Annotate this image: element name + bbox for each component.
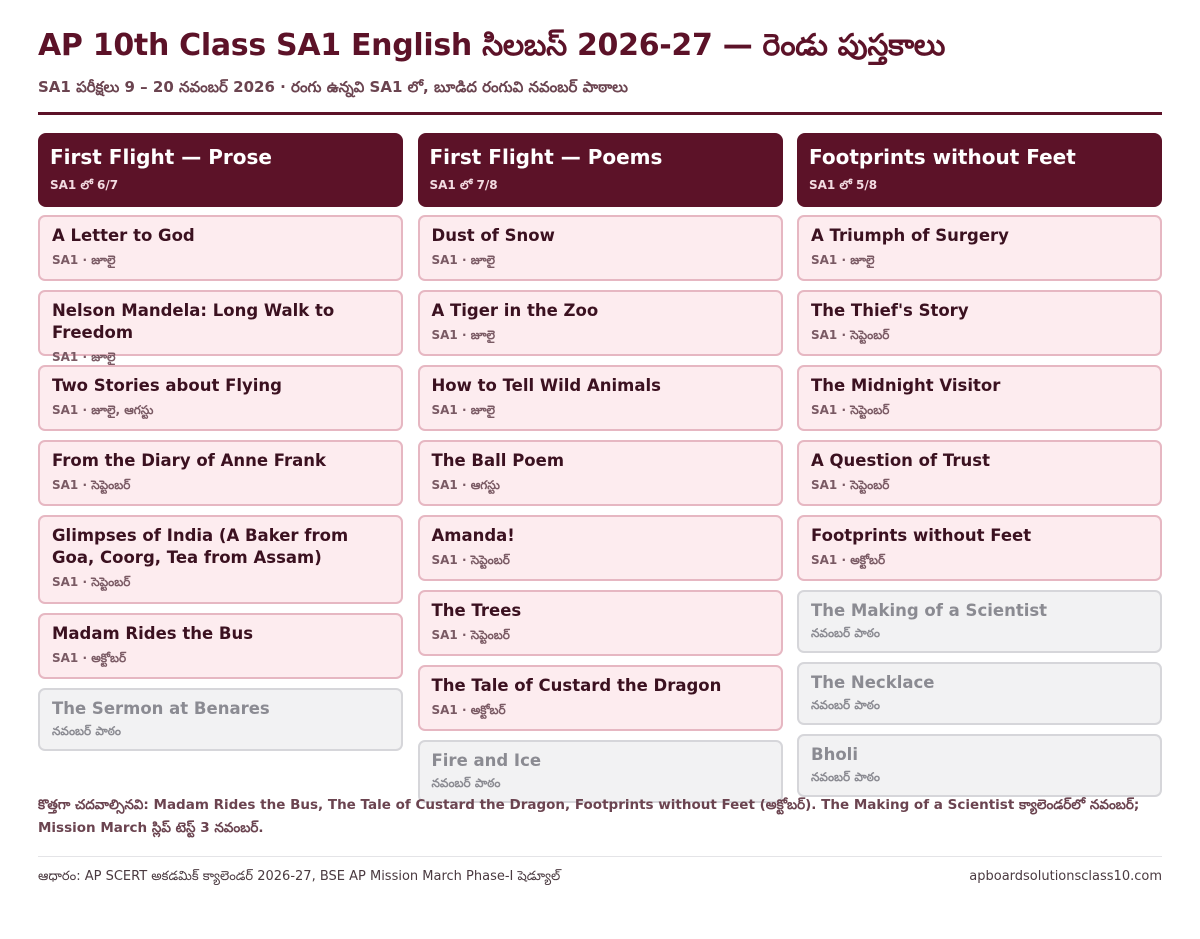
lesson-list <box>418 215 783 803</box>
lesson-month: SA1 · అక్టోబర్ <box>431 703 506 717</box>
lesson-month: నవంబర్ పాఠం <box>811 698 880 712</box>
footer <box>38 868 1162 886</box>
lesson-card-sa1 <box>418 440 783 506</box>
lesson-month: నవంబర్ పాఠం <box>431 776 501 790</box>
column-footprints <box>797 133 1162 812</box>
lesson-month: SA1 · జూలై, ఆగస్టు <box>52 403 154 417</box>
lesson-month: SA1 · అక్టోబర్ <box>52 651 127 665</box>
lesson-title: How to Tell Wild Animals <box>431 376 661 395</box>
lesson-month: SA1 · సెప్టెంబర్ <box>811 478 890 492</box>
lesson-month: SA1 · జూలై <box>431 328 495 342</box>
lesson-card-sa1 <box>38 515 403 604</box>
lesson-title: The Thief's Story <box>811 301 969 320</box>
lesson-title: From the Diary of Anne Frank <box>52 451 326 470</box>
column-title: First Flight — Prose <box>50 145 272 169</box>
lesson-card-sa1 <box>797 365 1162 431</box>
lesson-title: Madam Rides the Bus <box>52 624 254 643</box>
lesson-month: SA1 · సెప్టెంబర్ <box>52 478 131 492</box>
column-header <box>418 133 783 207</box>
lesson-title: Two Stories about Flying <box>52 376 282 395</box>
column-prose <box>38 133 403 812</box>
lesson-card-sa1 <box>418 665 783 731</box>
column-header <box>38 133 403 207</box>
column-title: First Flight — Poems <box>429 145 663 169</box>
lesson-list <box>797 215 1162 797</box>
lesson-card-sa1 <box>797 215 1162 281</box>
lesson-month: SA1 · జూలై <box>811 253 875 267</box>
column-header <box>797 133 1162 207</box>
lesson-title: The Necklace <box>811 673 935 692</box>
lesson-title: The Trees <box>431 601 522 620</box>
lesson-month: నవంబర్ పాఠం <box>811 626 880 640</box>
lesson-card-sa1 <box>38 365 403 431</box>
lesson-card-sa1 <box>418 215 783 281</box>
lesson-month: SA1 · సెప్టెంబర్ <box>811 403 890 417</box>
header-divider <box>38 112 1162 115</box>
lesson-title: Glimpses of India (A Baker from Goa, Coorg, Tea from Assam) <box>52 526 349 567</box>
column-title: Footprints without Feet <box>809 145 1076 169</box>
lesson-month: SA1 · జూలై <box>52 350 116 364</box>
lesson-card-sa1 <box>38 613 403 679</box>
column-count: SA1 లో 6/7 <box>50 178 119 192</box>
lesson-card-sa1 <box>38 290 403 364</box>
lesson-title: The Ball Poem <box>431 451 565 470</box>
column-count: SA1 లో 7/8 <box>429 178 498 192</box>
site-link[interactable]: apboardsolutionsclass10.com <box>969 869 1162 884</box>
lesson-title: The Tale of Custard the Dragon <box>431 676 722 695</box>
lesson-month: SA1 · జూలై <box>52 253 116 267</box>
lesson-card-sa1 <box>797 515 1162 581</box>
lesson-title: The Sermon at Benares <box>52 699 270 718</box>
lesson-month: SA1 · సెప్టెంబర్ <box>52 575 131 589</box>
lesson-month: నవంబర్ పాఠం <box>811 770 880 784</box>
reading-note: కొత్తగా చదవాల్సినవి: Madam Rides the Bus, The Tale of Custard the Dragon, Footprints without Feet (అక్టోబర్). The Making of a Scientist క్యాలెండర్‌లో నవంబర్; Mission March స్లిప్ టెస్ట్ 3 నవంబర్. <box>38 797 1140 836</box>
page <box>38 0 1162 884</box>
lesson-card-sa1 <box>797 440 1162 506</box>
lesson-card-sa1 <box>418 290 783 356</box>
lesson-month: SA1 · జూలై <box>431 403 495 417</box>
lesson-card-sa1 <box>797 290 1162 356</box>
source-text: ఆధారం: AP SCERT అకడమిక్ క్యాలెండర్ 2026-27, BSE AP Mission March Phase-I షెడ్యూల్ <box>38 869 561 884</box>
lesson-month: SA1 · సెప్టెంబర్ <box>431 553 510 567</box>
lesson-month: SA1 · ఆగస్టు <box>431 478 500 492</box>
lesson-title: The Making of a Scientist <box>811 601 1048 620</box>
lesson-title: Nelson Mandela: Long Walk to Freedom <box>52 301 335 342</box>
book-columns <box>38 133 1162 812</box>
lesson-month: నవంబర్ పాఠం <box>52 724 121 738</box>
lesson-month: SA1 · సెప్టెంబర్ <box>811 328 890 342</box>
lesson-title: Footprints without Feet <box>811 526 1032 545</box>
lesson-card-november <box>797 590 1162 653</box>
lesson-card-november <box>38 688 403 751</box>
footer-divider <box>38 856 1162 857</box>
page-subtitle: SA1 పరీక్షలు 9 – 20 నవంబర్ 2026 · రంగు ఉన్నవి SA1 లో, బూడిద రంగువి నవంబర్ పాఠాలు <box>38 78 628 96</box>
lesson-card-november <box>797 662 1162 725</box>
lesson-list <box>38 215 403 751</box>
lesson-card-sa1 <box>38 440 403 506</box>
lesson-title: Dust of Snow <box>431 226 555 245</box>
lesson-card-sa1 <box>38 215 403 281</box>
lesson-card-sa1 <box>418 515 783 581</box>
lesson-card-november <box>797 734 1162 797</box>
lesson-title: Fire and Ice <box>431 751 542 770</box>
lesson-title: The Midnight Visitor <box>811 376 1001 395</box>
lesson-month: SA1 · సెప్టెంబర్ <box>431 628 510 642</box>
lesson-title: A Letter to God <box>52 226 195 245</box>
lesson-title: A Triumph of Surgery <box>811 226 1009 245</box>
lesson-card-sa1 <box>418 365 783 431</box>
lesson-title: Bholi <box>811 745 858 764</box>
lesson-title: Amanda! <box>431 526 515 545</box>
column-count: SA1 లో 5/8 <box>809 178 878 192</box>
column-poems <box>418 133 783 812</box>
lesson-month: SA1 · అక్టోబర్ <box>811 553 886 567</box>
page-title: AP 10th Class SA1 English సిలబస్ 2026-27 — రెండు పుస్తకాలు <box>38 28 946 63</box>
lesson-title: A Tiger in the Zoo <box>431 301 599 320</box>
lesson-title: A Question of Trust <box>811 451 990 470</box>
lesson-month: SA1 · జూలై <box>431 253 495 267</box>
lesson-card-sa1 <box>418 590 783 656</box>
